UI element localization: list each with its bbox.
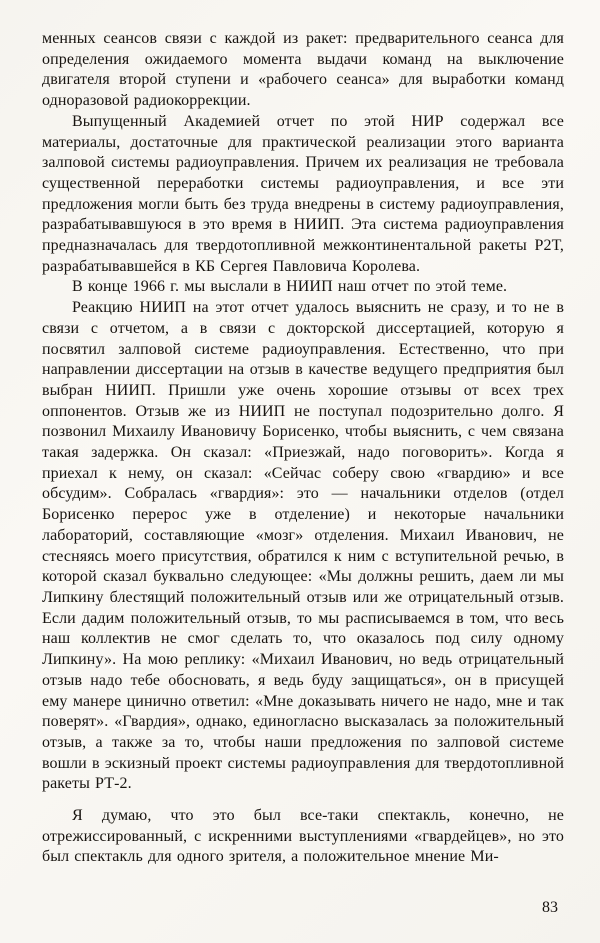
paragraph: Реакцию НИИП на этот отчет удалось выяснить не сразу, и то не в связи с отчетом, а в связи с докторской диссертацией, которую я посвятил залповой системе радиоуправления. Естественно, что при направлении диссертации на отзыв в качестве ведущего предприятия был выбран НИИП. Пришли уже очень хорошие отзывы от всех трех оппонентов. Отзыв же из НИИП не поступал подозрительно долго. Я позвонил Михаилу Ивановичу Борисенко, чтобы выяснить, с чем связана такая задержка. Он сказал: «Приезжай, надо поговорить». Когда я приехал к нему, он сказал: «Сейчас соберу свою «гвардию» и все обсудим». Собралась «гвардия»: это — начальники отделов (отдел Борисенко перерос уже в отделение) и некоторые начальники лабораторий, составляющие «мозг» отделения. Михаил Иванович, не стесняясь моего присутствия, обратился к ним с вступительной речью, в которой сказал буквально следующее: «Мы должны решить, даем ли мы Липкину блестящий положительный отзыв или же отрицательный отзыв. Если дадим положительный отзыв, то мы расписываемся в том, что весь наш коллектив не смог сделать то, что оказалось под силу одному Липкину». На мою реплику: «Михаил Иванович, но ведь отрицательный отзыв надо тебе обосновать, я ведь буду защищаться», он в присущей ему манере цинично ответил: «Мне доказывать ничего не надо, мне и так поверят». «Гвардия», однако, единогласно высказалась за положительный отзыв, а также за то, чтобы наши предложения по залповой системе вошли в эскизный проект системы радиоуправления для твердотопливной ракеты РТ-2. <box>42 299 564 793</box>
paragraph: Выпущенный Академией отчет по этой НИР содержал все материалы, достаточные для практической реализации этого варианта залповой системы радиоуправления. Причем их реализация не требовала существенной переработки системы радиоуправления, и все эти предложения могли быть без труда внедрены в систему радиоуправления, разрабатывавшуюся в это время в НИИП. Эта система радиоуправления предназначалась для твердотопливной межконтинентальной ракеты Р2Т, разрабатывавшейся в КБ Сергея Павловича Королева. <box>42 112 564 275</box>
paragraph: Я думаю, что это был все-таки спектакль, конечно, не отрежиссированный, с искренними выступлениями «гвардейцев», но это был спектакль для одного зрителя, а положительное мнение Ми- <box>42 807 564 866</box>
page-number: 83 <box>542 899 558 916</box>
paragraph: В конце 1966 г. мы выслали в НИИП наш отчет по этой теме. <box>72 278 508 296</box>
paragraph-continuation: менных сеансов связи с каждой из ракет: предварительного сеанса для определения ожидаемого момента выдачи команд на выключение двигателя второй ступени и «рабочего сеанса» для выработки команд одноразовой радиокоррекции. <box>42 30 564 110</box>
page-text <box>42 29 564 868</box>
